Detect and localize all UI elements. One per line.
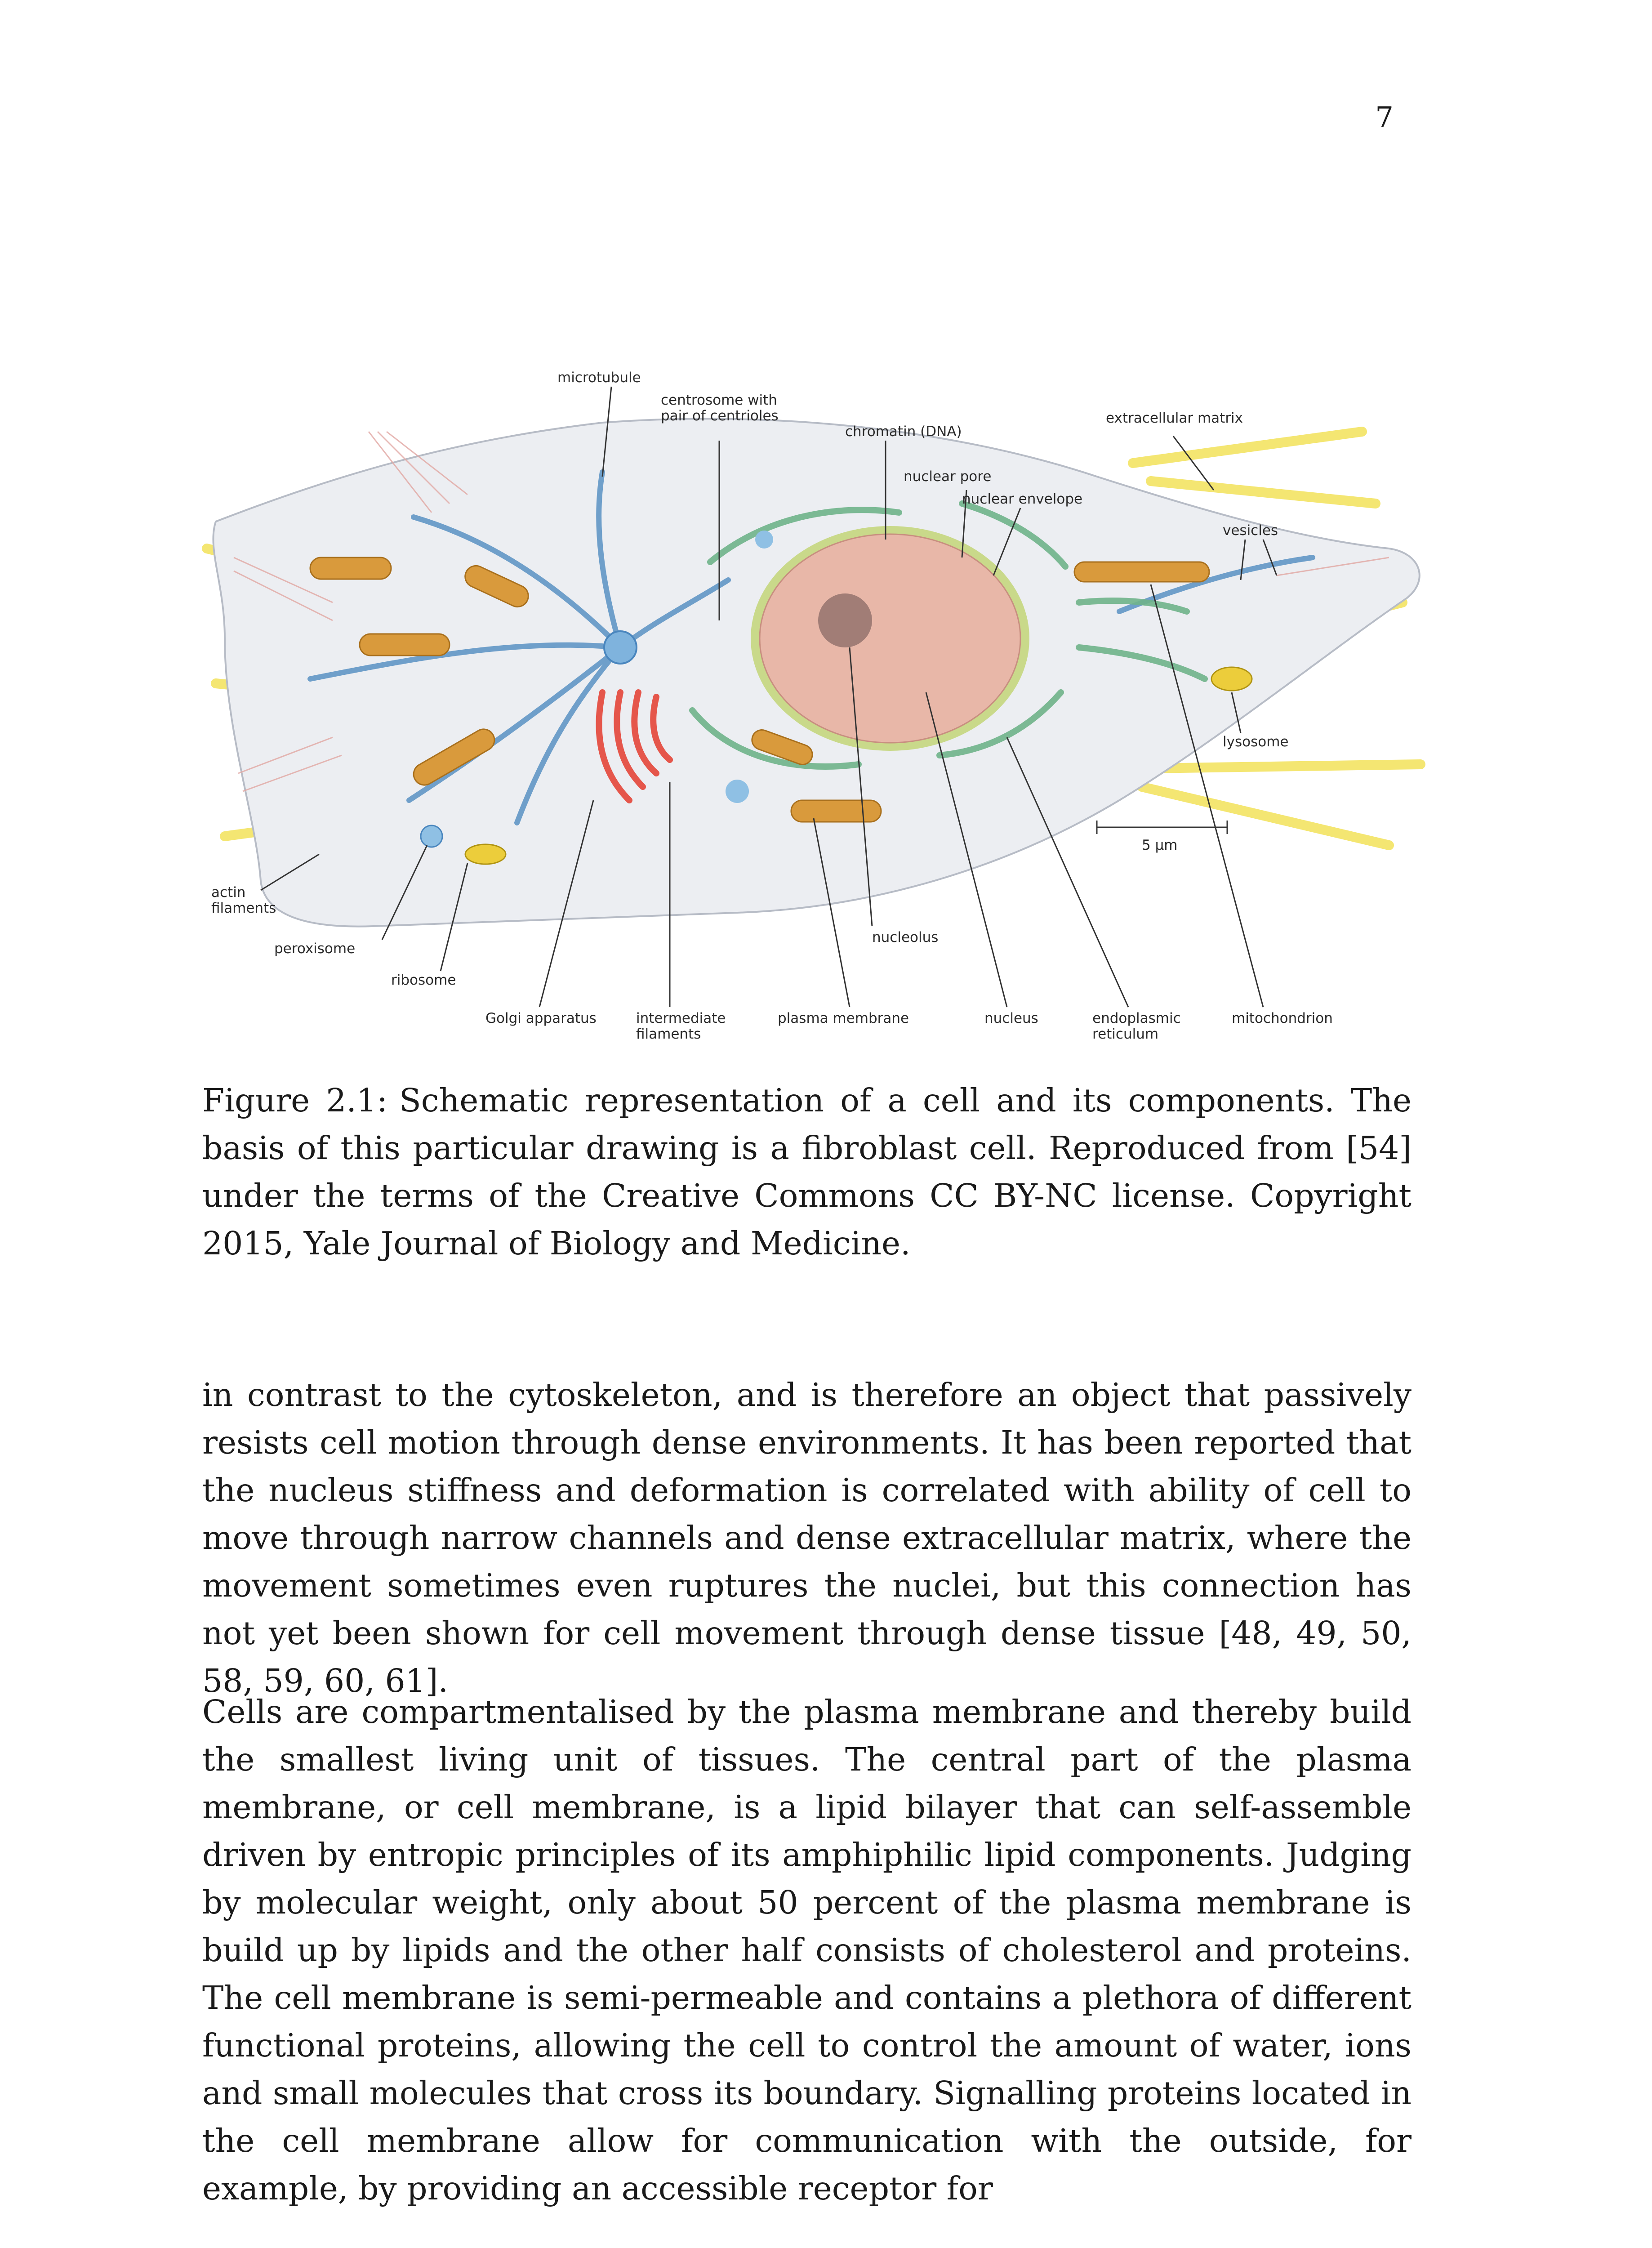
label-nucleus: nucleus (984, 1010, 1038, 1026)
caption-number: Figure 2.1: (202, 1082, 388, 1119)
label-extracellular-matrix: extracellular matrix (1106, 410, 1243, 426)
vesicle (755, 531, 773, 549)
scale-bar (1097, 821, 1227, 834)
label-scale-bar: 5 µm (1142, 837, 1178, 853)
label-actin-filaments: actin (211, 884, 246, 901)
label-intermediate-filaments: intermediate (636, 1010, 726, 1026)
label-actin-filaments: filaments (211, 900, 276, 916)
body-paragraph: in contrast to the cytoskeleton, and is therefore an object that passively resists cell motion through dense environments. It has been reported that the nucleus stiffness and deformation is correlated with ability of cell to move through narrow channels and dense extracellular matrix, where the movement sometimes even ruptures the nuclei, but this connection has not yet been shown for cell movement through dense tissue [48, 49, 50, 58, 59, 60, 61]. (202, 1376, 1412, 1699)
label-lysosome: lysosome (1223, 734, 1289, 750)
lysosome (465, 844, 506, 864)
label-chromatin: chromatin (DNA) (845, 424, 962, 440)
label-microtubule: microtubule (557, 370, 641, 386)
label-golgi-apparatus: Golgi apparatus (485, 1010, 597, 1026)
label-endoplasmic-reticulum: endoplasmic (1092, 1010, 1181, 1026)
caption-text: Schematic representation of a cell and its components. The basis of this particular drawing is a fibroblast cell. Reproduced from [54] under the terms of the Creative Commons CC BY-NC license. Copyright 2015, Yale Journal of Biology and Medicine. (202, 1082, 1412, 1262)
label-centrosome: pair of centrioles (661, 408, 779, 424)
page-number: 7 (1375, 101, 1394, 134)
lysosome (1211, 667, 1252, 691)
cell-diagram (198, 369, 1447, 1070)
label-plasma-membrane: plasma membrane (778, 1010, 909, 1026)
label-ribosome: ribosome (391, 972, 456, 988)
label-peroxisome: peroxisome (274, 941, 356, 957)
label-nuclear-pore: nuclear pore (904, 468, 992, 485)
centrosome (604, 631, 637, 664)
figure-caption (202, 1077, 1412, 1267)
cell-figure (198, 369, 1447, 1070)
nucleus (760, 534, 1020, 743)
label-nucleolus: nucleolus (872, 929, 939, 946)
label-vesicles: vesicles (1223, 522, 1278, 539)
body-paragraph: Cells are compartmentalised by the plasma membrane and thereby build the smallest living unit of tissues. The central part of the plasma membrane, or cell membrane, is a lipid bilayer that can self-assemble driven by entropic principles of its amphiphilic lipid components. Judging by molecular weight, only about 50 percent of the plasma membrane is build up by lipids and the other half consists of cholesterol and proteins. The cell membrane is semi-permeable and contains a plethora of different functional proteins, allowing the cell to control the amount of water, ions and small molecules that cross its boundary. Signalling proteins located in the cell membrane allow for communication with the outside, for example, by providing an accessible receptor for (202, 1693, 1412, 2207)
vesicle (726, 780, 749, 803)
peroxisome (421, 825, 442, 847)
nucleolus (818, 593, 872, 647)
label-mitochondrion: mitochondrion (1232, 1010, 1333, 1026)
label-nuclear-envelope: nuclear envelope (962, 491, 1083, 507)
label-centrosome: centrosome with (661, 392, 777, 408)
label-endoplasmic-reticulum: reticulum (1092, 1026, 1159, 1042)
label-intermediate-filaments: filaments (636, 1026, 701, 1042)
